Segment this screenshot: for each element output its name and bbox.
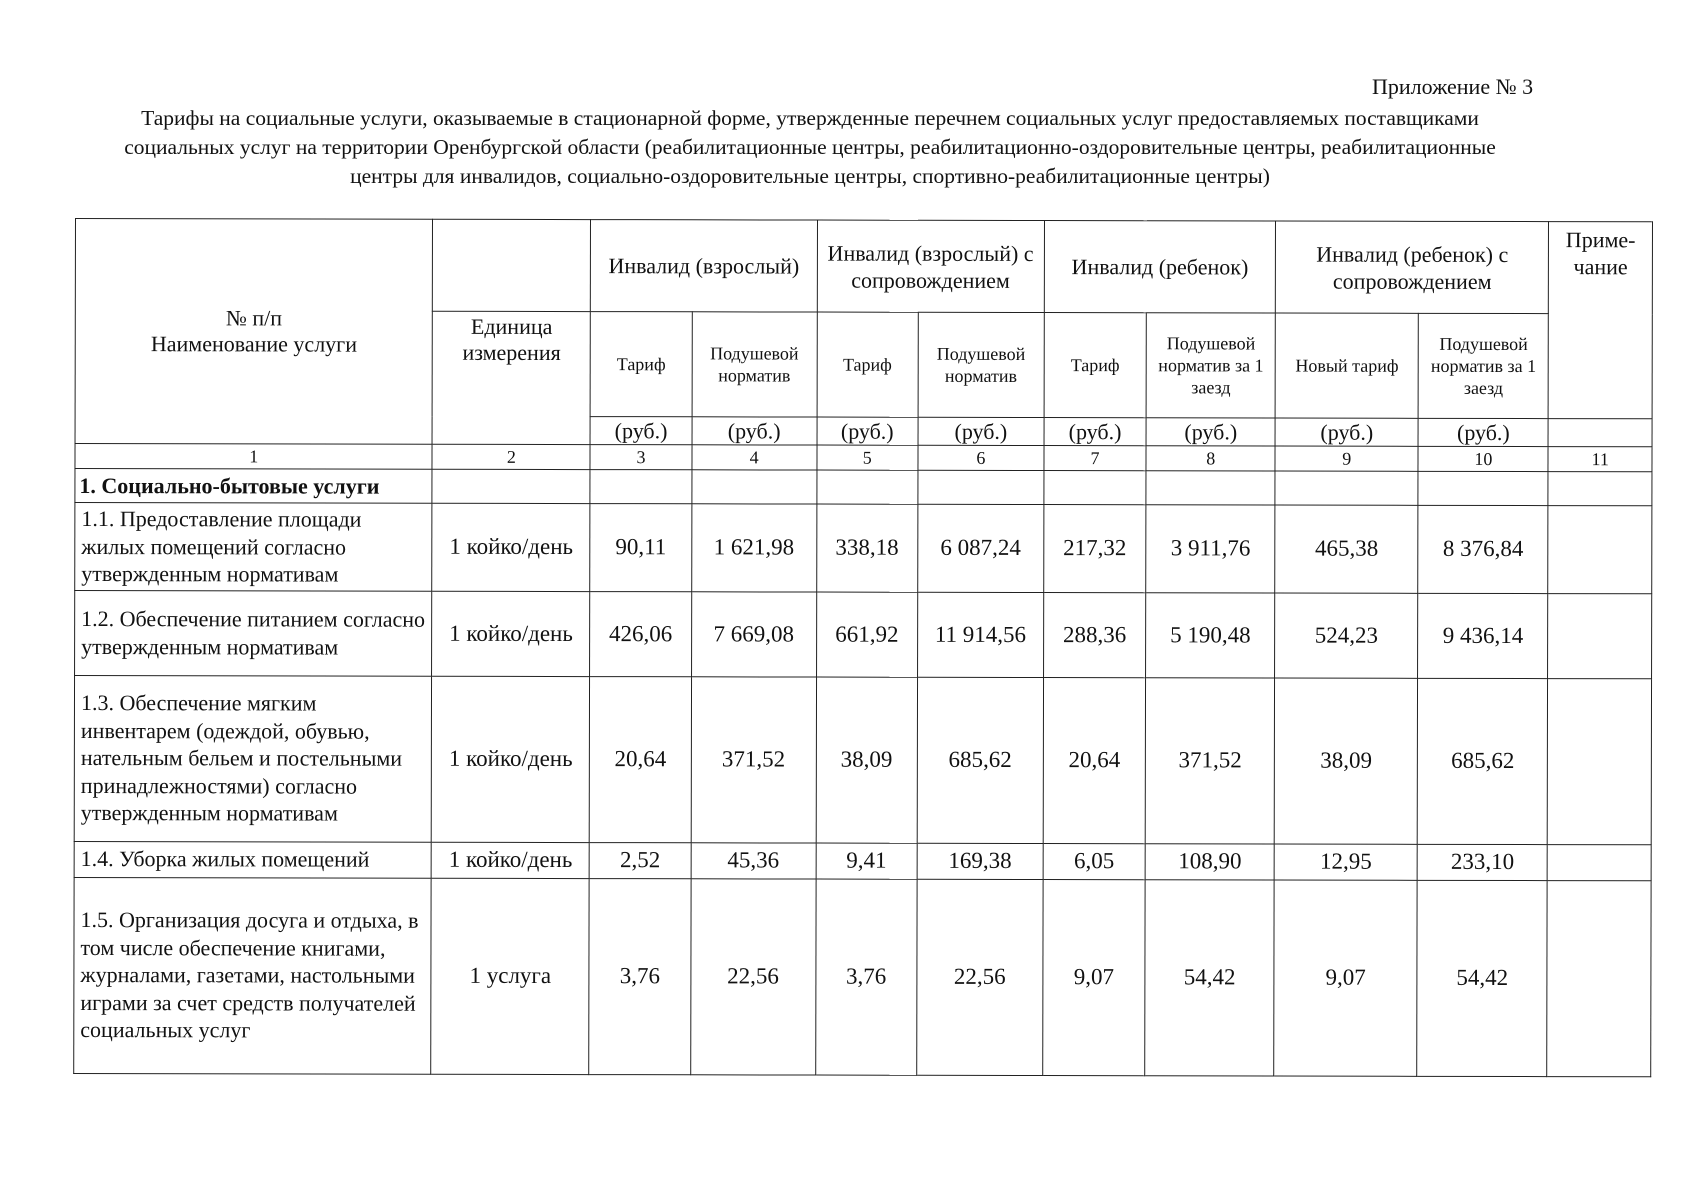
header-unit-top — [433, 219, 591, 311]
value-cell: 2,52 — [589, 842, 690, 878]
value-cell: 524,23 — [1275, 593, 1418, 678]
table-row — [74, 877, 1651, 1076]
value-cell: 6,05 — [1043, 843, 1145, 879]
value-cell: 233,10 — [1417, 844, 1547, 880]
header-unit-line1: Единица — [470, 313, 553, 340]
column-number: 8 — [1146, 446, 1275, 471]
service-name: 1.4. Уборка жилых помещений — [74, 841, 432, 878]
service-name: 1.2. Обеспечение питанием согласно утвержденным нормативам — [75, 590, 433, 676]
service-unit: 1 койко/день — [432, 503, 590, 591]
table-row — [75, 590, 1652, 678]
value-cell: 11 914,56 — [917, 592, 1043, 677]
value-cell: 9,41 — [816, 843, 917, 879]
value-cell: 6 087,24 — [918, 504, 1044, 592]
column-number: 9 — [1275, 446, 1418, 471]
value-cell: 54,42 — [1145, 879, 1275, 1075]
value-cell: 661,92 — [816, 592, 918, 677]
value-cell: 338,18 — [816, 504, 918, 592]
header-group-adult-escort: Инвалид (взрослый) с сопровождением — [817, 220, 1044, 312]
header-name-label: Наименование услуги — [150, 331, 358, 357]
header-note-line2: чание — [1573, 254, 1628, 280]
header-service-name — [75, 219, 433, 445]
unit-rub: (руб.) — [590, 417, 691, 445]
value-cell: 12,95 — [1274, 844, 1417, 880]
section-row — [75, 469, 1652, 506]
note-cell — [1548, 593, 1652, 678]
document-title: Тарифы на социальные услуги, оказываемые в стационарной форме, утвержденные перечнем социальных услуг предоставляемых поставщиками социальных услуг на территории Оренбургской области (реабилитационные центры, реабилитационно-оздоровительные центры, реабилитационные центры для инвалидов, социально-оздоровительные центры, спортивно-реабилитационные центры) — [124, 106, 1496, 188]
unit-rub: (руб.) — [918, 417, 1044, 445]
subheader-norm: Подушевой норматив — [692, 312, 817, 417]
table-row — [74, 675, 1651, 844]
value-cell: 9,07 — [1274, 880, 1417, 1076]
header-unit-line2: измерения — [462, 339, 561, 366]
table-row — [74, 841, 1651, 880]
value-cell: 169,38 — [917, 843, 1043, 879]
column-number: 3 — [590, 445, 691, 470]
subheader-tariff: Тариф — [590, 312, 692, 417]
service-unit: 1 услуга — [431, 878, 589, 1074]
value-cell: 20,64 — [1043, 677, 1146, 843]
note-cell — [1548, 844, 1652, 880]
value-cell: 685,62 — [1417, 678, 1548, 844]
unit-rub: (руб.) — [817, 417, 918, 445]
column-number: 6 — [918, 445, 1044, 470]
value-cell: 465,38 — [1275, 505, 1418, 593]
column-number: 1 — [75, 444, 432, 470]
column-number: 4 — [692, 445, 817, 470]
header-group-child-escort: Инвалид (ребенок) с сопровождением — [1276, 221, 1549, 314]
header-group-child: Инвалид (ребенок) — [1044, 221, 1276, 313]
header-unit — [432, 311, 590, 444]
subheader-tariff: Тариф — [1044, 313, 1147, 418]
value-cell: 371,52 — [691, 676, 816, 842]
service-unit: 1 койко/день — [432, 676, 590, 842]
subheader-norm: Подушевой норматив — [918, 312, 1044, 417]
unit-rub: (руб.) — [1044, 418, 1146, 446]
column-number-row — [75, 444, 1652, 472]
header-number-label: № п/п — [225, 305, 283, 331]
value-cell: 3 911,76 — [1146, 505, 1275, 593]
unit-rub: (руб.) — [1146, 418, 1275, 446]
value-cell: 38,09 — [1274, 678, 1417, 844]
note-cell — [1548, 678, 1652, 844]
value-cell: 1 621,98 — [691, 504, 816, 592]
column-number: 10 — [1418, 446, 1548, 471]
service-name: 1.1. Предоставление площади жилых помещений согласно утвержденным нормативам — [75, 503, 433, 591]
service-name: 1.5. Организация досуга и отдыха, в том числе обеспечение книгами, журналами, газетами, настольными играми за счет средств получателей социальных услуг — [74, 877, 432, 1074]
value-cell: 8 376,84 — [1418, 505, 1548, 593]
note-cell — [1547, 880, 1651, 1076]
column-number: 5 — [817, 445, 918, 470]
value-cell: 3,76 — [589, 878, 691, 1074]
value-cell: 90,11 — [590, 504, 692, 592]
value-cell: 426,06 — [590, 591, 692, 676]
header-note — [1549, 222, 1653, 419]
unit-empty — [1548, 419, 1652, 447]
value-cell: 45,36 — [691, 842, 816, 878]
value-cell: 3,76 — [815, 879, 917, 1075]
value-cell: 22,56 — [917, 879, 1043, 1075]
value-cell: 217,32 — [1044, 505, 1147, 593]
subheader-norm: Подушевой норматив за 1 заезд — [1418, 313, 1548, 418]
subheader-tariff: Тариф — [817, 312, 919, 417]
table-row — [75, 503, 1652, 594]
header-group-adult: Инвалид (взрослый) — [591, 220, 817, 312]
note-cell — [1548, 506, 1652, 594]
value-cell: 5 190,48 — [1146, 592, 1275, 677]
value-cell: 38,09 — [816, 677, 918, 843]
header-note-line1: Приме- — [1565, 227, 1636, 253]
service-name: 1.3. Обеспечение мягким инвентарем (одеждой, обувью, нательным бельем и постельными принадлежностями) согласно утвержденным нормативам — [74, 675, 432, 842]
unit-rub: (руб.) — [692, 417, 817, 445]
value-cell: 22,56 — [690, 878, 815, 1074]
value-cell: 9 436,14 — [1418, 593, 1548, 678]
unit-rub: (руб.) — [1275, 418, 1418, 446]
column-number: 11 — [1548, 447, 1652, 472]
value-cell: 54,42 — [1417, 880, 1548, 1076]
subheader-norm: Подушевой норматив за 1 заезд — [1146, 313, 1275, 418]
service-unit: 1 койко/день — [432, 842, 590, 878]
value-cell: 7 669,08 — [691, 591, 816, 676]
appendix-label: Приложение № 3 — [1372, 74, 1534, 99]
value-cell: 9,07 — [1042, 879, 1145, 1075]
value-cell: 288,36 — [1043, 592, 1146, 677]
section-title: 1. Социально-бытовые услуги — [75, 469, 433, 504]
subheader-new-tariff: Новый тариф — [1275, 313, 1418, 418]
value-cell: 685,62 — [917, 677, 1043, 843]
value-cell: 371,52 — [1145, 677, 1274, 843]
tariff-table — [73, 218, 1653, 1077]
column-number: 2 — [432, 444, 590, 469]
unit-rub: (руб.) — [1418, 418, 1548, 446]
value-cell: 108,90 — [1145, 843, 1274, 879]
column-number: 7 — [1044, 446, 1146, 471]
service-unit: 1 койко/день — [432, 591, 590, 676]
value-cell: 20,64 — [590, 676, 692, 842]
